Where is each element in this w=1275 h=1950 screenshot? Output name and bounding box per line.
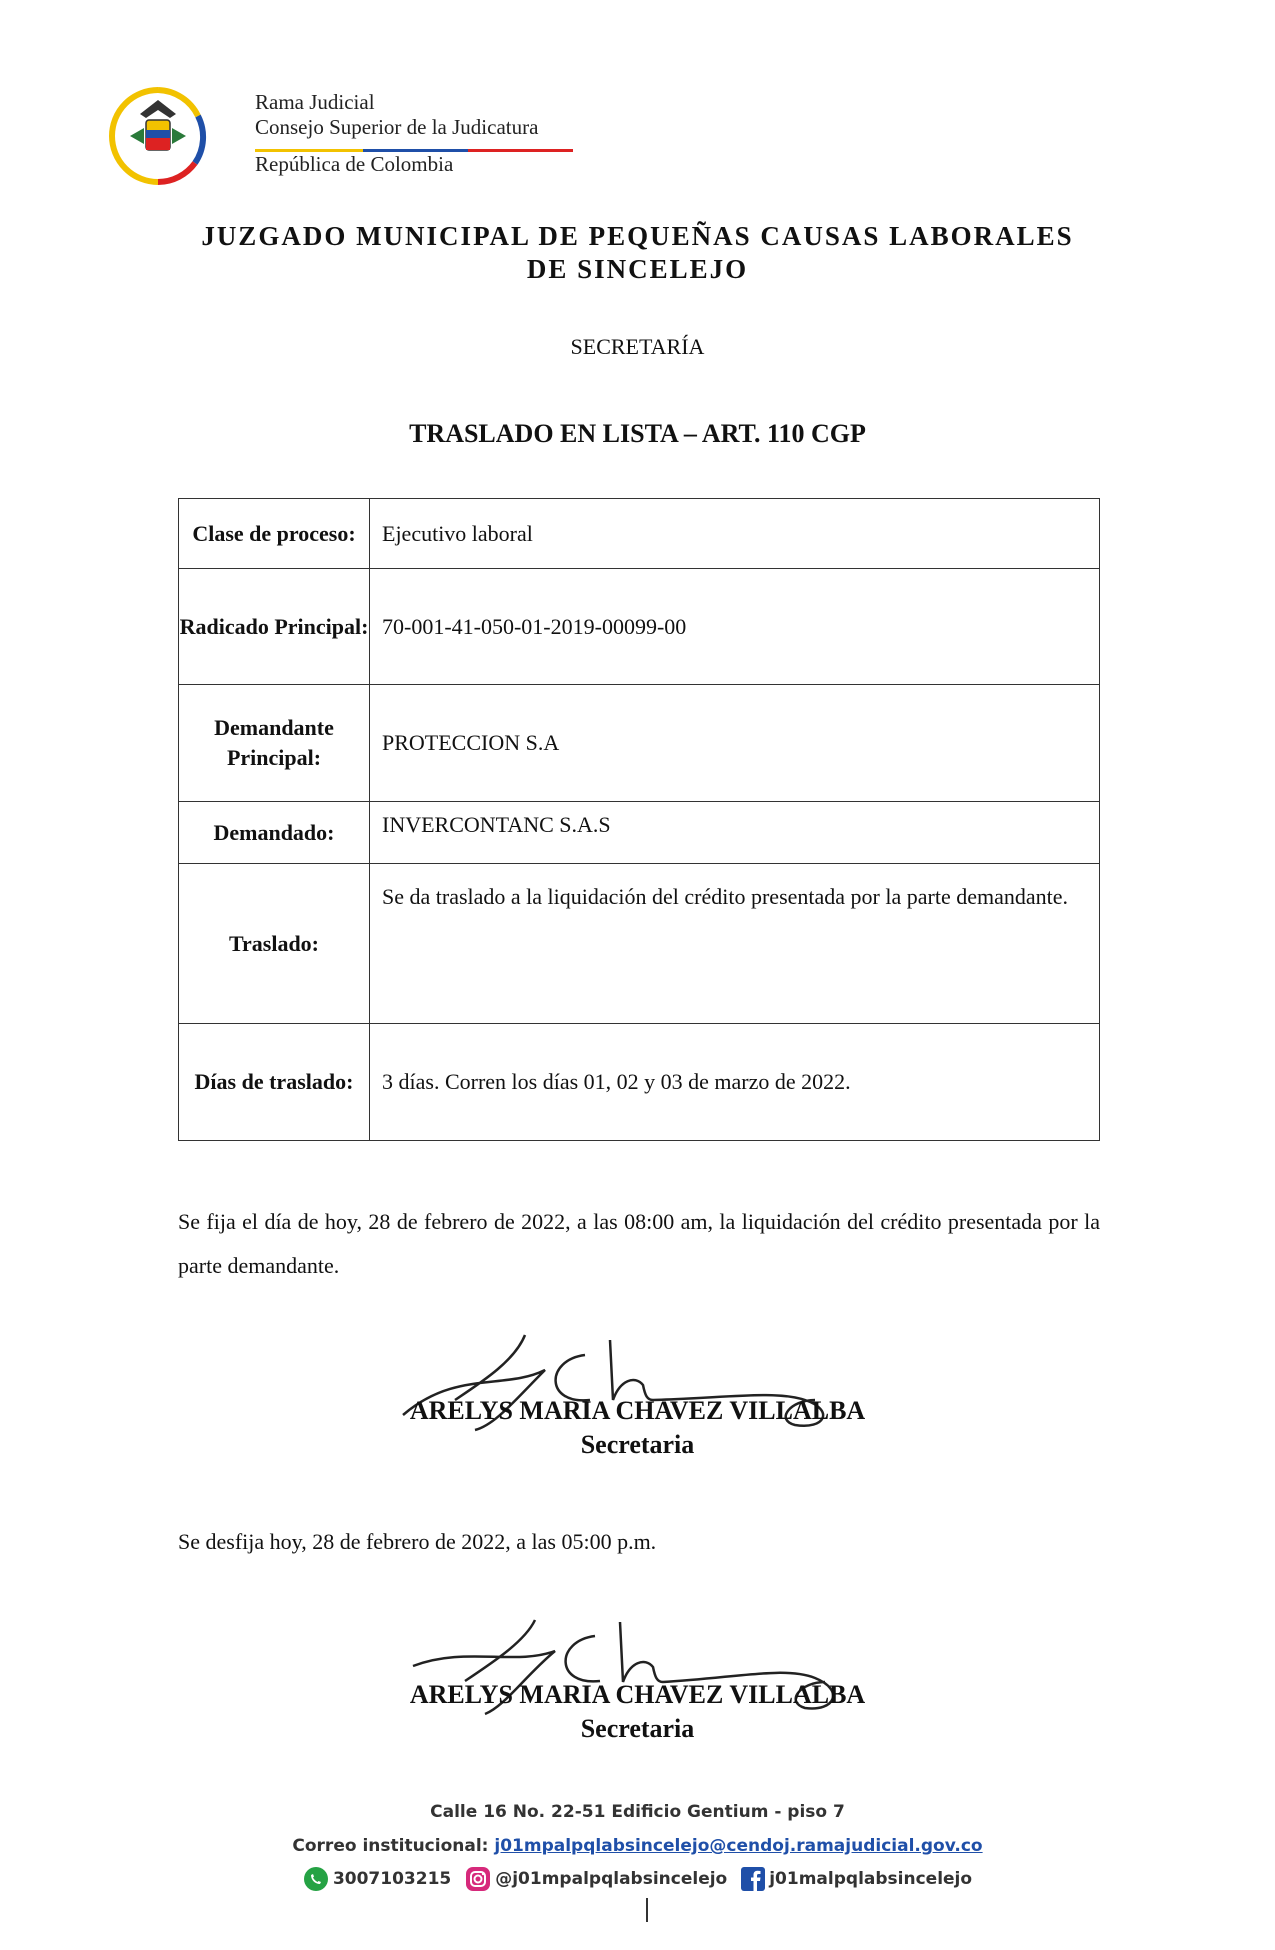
whatsapp-icon (303, 1866, 329, 1892)
row-label-demandado: Demandado: (179, 802, 370, 864)
footer-instagram (465, 1866, 727, 1892)
logo-line-rama: Rama Judicial (255, 90, 375, 114)
facebook-icon (741, 1867, 765, 1891)
signatory-role: Secretaria (580, 1430, 695, 1459)
row-label-radicado: Radicado Principal: (179, 569, 370, 685)
page-marker (646, 1898, 648, 1922)
footer-email-line (140, 1836, 1135, 1856)
footer-address: Calle 16 No. 22-51 Edificio Gentium - piso 7 (430, 1802, 845, 1822)
row-value-traslado: Se da traslado a la liquidación del crédito presentada por la parte demandante. (370, 864, 1100, 1024)
unfixing-notice: Se desfija hoy, 28 de febrero de 2022, a las 05:00 p.m. (178, 1529, 657, 1554)
logo-line-republica: República de Colombia (255, 152, 454, 176)
row-label-demandante: Demandante Principal: (179, 685, 370, 802)
footer-whatsapp-number: 3007103215 (332, 1869, 452, 1889)
table-row (179, 802, 1100, 864)
instagram-icon (465, 1866, 491, 1892)
handwritten-signature (395, 1330, 855, 1445)
table-row (179, 1024, 1100, 1141)
court-name (140, 220, 1135, 286)
row-label-traslado: Traslado: (179, 864, 370, 1024)
court-name-line2: DE SINCELEJO (526, 254, 749, 284)
footer-facebook (741, 1867, 972, 1891)
row-label-clase: Clase de proceso: (179, 499, 370, 569)
row-value-dias: 3 días. Corren los días 01, 02 y 03 de marzo de 2022. (370, 1024, 1100, 1141)
logo-text (255, 90, 538, 140)
footer-email-label: Correo institucional: (292, 1836, 489, 1856)
table-row (179, 569, 1100, 685)
table-row (179, 685, 1100, 802)
signatory-role: Secretaria (580, 1714, 695, 1743)
footer-instagram-handle: @j01mpalpqlabsincelejo (495, 1869, 728, 1889)
row-label-dias: Días de traslado: (179, 1024, 370, 1141)
row-value-clase: Ejecutivo laboral (370, 499, 1100, 569)
footer-email-link[interactable]: j01mpalpqlabsincelejo@cendoj.ramajudicial.gov.co (494, 1836, 983, 1856)
fixing-notice: Se fija el día de hoy, 28 de febrero de 2022, a las 08:00 am, la liquidación del crédito presentada por la parte demandante. (178, 1209, 1100, 1278)
court-name-line1: JUZGADO MUNICIPAL DE PEQUEÑAS CAUSAS LABORALES (201, 221, 1074, 251)
footer-social (140, 1866, 1135, 1892)
footer-facebook-handle: j01malpqlabsincelejo (769, 1869, 973, 1889)
signatory-name: ARELYS MARIA CHAVEZ VILLALBA (409, 1680, 866, 1709)
table-row (179, 864, 1100, 1024)
footer-whatsapp (303, 1866, 451, 1892)
logo-line-consejo: Consejo Superior de la Judicatura (255, 115, 539, 139)
coat-of-arms-emblem-icon (100, 78, 240, 188)
row-value-demandante: PROTECCION S.A (370, 685, 1100, 802)
document-title: TRASLADO EN LISTA – ART. 110 CGP (409, 419, 866, 448)
row-value-radicado: 70-001-41-050-01-2019-00099-00 (370, 569, 1100, 685)
section-heading: SECRETARÍA (570, 334, 705, 359)
table-row (179, 499, 1100, 569)
case-info-table (178, 498, 1100, 1141)
signatory-name: ARELYS MARIA CHAVEZ VILLALBA (409, 1396, 866, 1425)
row-value-demandado: INVERCONTANC S.A.S (370, 802, 1100, 864)
